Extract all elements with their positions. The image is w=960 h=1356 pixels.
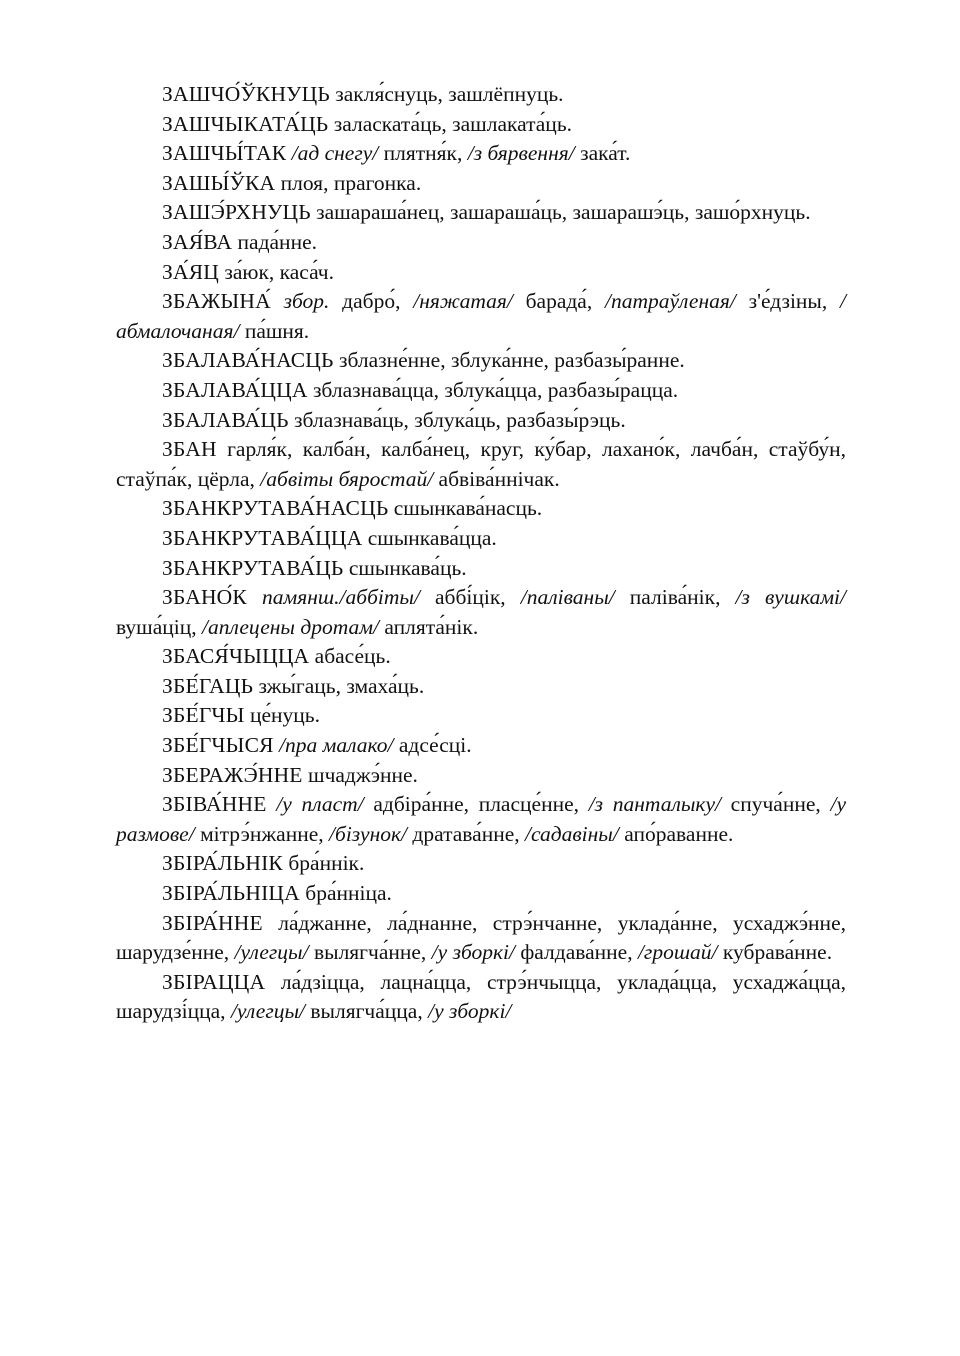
synonym-text: заласката́ць, зашлаката́ць. [333, 111, 572, 136]
usage-note: /улегцы/ [234, 940, 309, 965]
dictionary-entry [116, 731, 846, 761]
synonym-text: зблазнава́ць, зблука́ць, разбазы́рэць. [294, 407, 626, 432]
synonym-text: мітрэ́нжанне, [194, 821, 330, 846]
usage-note: /садавіны/ [525, 821, 619, 846]
dictionary-entry [116, 879, 846, 909]
usage-note: /грошай/ [637, 940, 718, 965]
dictionary-entry [116, 494, 846, 524]
synonym-text: сшынкава́цца. [367, 525, 497, 550]
dictionary-entry [116, 672, 846, 702]
synonym-text: абасе́ць. [314, 644, 391, 669]
synonym-text: апо́раванне. [618, 821, 734, 846]
synonym-text: абвіва́ннічак. [433, 466, 560, 491]
entry-headword: ЗАШЧО́ЎКНУЦЬ [162, 82, 330, 106]
usage-note: /аплецены дротам/ [202, 614, 379, 639]
entry-headword: ЗБАСЯ́ЧЫЦЦА [162, 644, 310, 669]
entry-headword: ЗБАЛАВА́ЦЦА [162, 377, 308, 402]
entry-headword: ЗАШЧЫ́ТАК [162, 141, 287, 166]
entry-headword: ЗА́ЯЦ [162, 259, 219, 284]
synonym-text: адбіра́нне, пласце́нне, [363, 792, 589, 817]
synonym-text: вылягча́нне, [308, 940, 432, 965]
synonym-text: плятня́к, [378, 141, 468, 166]
dictionary-entry [116, 110, 846, 140]
entry-headword: ЗБАЖЫНА́ [162, 289, 271, 314]
dictionary-entry [116, 583, 846, 642]
synonym-text: сшынкава́насць. [393, 496, 543, 521]
synonym-text: гарля́к, калба́н, калба́нец, круг, ку́бар, лахано́к, лачба́н, стаўбу́н, стаўпа́к, цёрла, [116, 437, 847, 491]
synonym-text: це́нуць. [249, 703, 320, 728]
dictionary-entry [116, 968, 846, 1027]
entry-headword: ЗАШЭ́РХНУЦЬ [162, 200, 311, 225]
dictionary-entry [116, 406, 846, 436]
dictionary-entry [116, 139, 846, 169]
entry-headword: ЗБІРА́ЛЬНІК [162, 851, 283, 876]
dictionary-entry [116, 346, 846, 376]
synonym-text: аббі́цік, [419, 585, 521, 610]
dictionary-entry [116, 701, 846, 731]
synonym-text: спуча́нне, [720, 792, 831, 817]
synonym-text: за́юк, каса́ч. [224, 259, 334, 284]
entry-headword: ЗАШЫ́ЎКА [162, 170, 276, 195]
dictionary-entry [116, 524, 846, 554]
entry-headword: ЗБАЛАВА́ЦЬ [162, 407, 289, 432]
entry-headword: ЗАЯ́ВА [162, 229, 233, 254]
usage-note: памянш./аббіты/ [262, 585, 420, 610]
synonym-text: фалдава́нне, [514, 940, 638, 965]
dictionary-page [116, 80, 846, 1027]
dictionary-entry [116, 80, 846, 110]
synonym-text: кубрава́нне. [717, 940, 833, 965]
synonym-text: па́шня. [239, 318, 310, 343]
entry-headword: ЗБІРА́ЛЬНІЦА [162, 881, 300, 906]
synonym-text: дабро́, [329, 289, 414, 314]
entry-headword: ЗБЕ́ГЧЫСЯ [162, 733, 274, 758]
entry-headword: ЗБАНО́К [162, 585, 247, 610]
dictionary-entry [116, 435, 846, 494]
usage-note: /ад снегу/ [291, 141, 379, 166]
usage-note: /з панталыку/ [588, 792, 721, 817]
usage-note: /бізунок/ [329, 821, 408, 846]
usage-note: /няжатая/ [413, 289, 513, 314]
usage-note: /абвіты бяростай/ [260, 466, 434, 491]
usage-note: /абмалочаная/ [116, 289, 847, 343]
dictionary-entry [116, 790, 846, 849]
synonym-text: зашараша́нец, зашараша́ць, зашарашэ́ць, зашо́рхнуць. [316, 200, 811, 225]
entry-headword: ЗБАНКРУТАВА́ЦЬ [162, 555, 344, 580]
usage-note: /у пласт/ [276, 792, 364, 817]
dictionary-entry [116, 169, 846, 199]
entry-headword: ЗБЕ́ГЧЫ [162, 703, 245, 728]
usage-note: /пра малако/ [279, 733, 394, 758]
synonym-text: зжы́гаць, змаха́ць. [258, 673, 425, 698]
synonym-text: зблазне́нне, зблука́нне, разбазы́ранне. [338, 348, 685, 373]
dictionary-entry [116, 228, 846, 258]
usage-note: /улегцы/ [230, 999, 306, 1024]
entry-headword: ЗБІВА́ННЕ [162, 792, 267, 817]
synonym-text: шчаджэ́нне. [308, 762, 418, 787]
dictionary-entry [116, 849, 846, 879]
synonym-text: зблазнава́цца, зблука́цца, разбазы́рацца. [312, 377, 679, 402]
dictionary-entry [116, 198, 846, 228]
synonym-text: закля́снуць, зашлёпнуць. [335, 82, 564, 106]
synonym-text: барада́, [512, 289, 605, 314]
synonym-text: з'е́дзіны, [735, 289, 841, 314]
dictionary-entry [116, 258, 846, 288]
dictionary-entry [116, 642, 846, 672]
synonym-text: вуша́ціц, [116, 614, 202, 639]
synonym-text: пада́нне. [237, 229, 317, 254]
dictionary-entry [116, 287, 846, 346]
synonym-text: бра́нніца. [305, 881, 392, 906]
entry-headword: ЗБАНКРУТАВА́НАСЦЬ [162, 496, 389, 521]
dictionary-entry [116, 376, 846, 406]
synonym-text: сшынкава́ць. [348, 555, 467, 580]
synonym-text: ла́дзіцца, лацна́цца, стрэ́нчыцца, уклада́цца, усхаджа́цца, шарудзі́цца, [116, 969, 846, 1024]
usage-note: /у зборкі/ [431, 940, 515, 965]
synonym-text: паліва́нік, [614, 585, 736, 610]
entry-headword: ЗБАЛАВА́НАСЦЬ [162, 348, 334, 373]
usage-note: /у размове/ [116, 792, 846, 846]
synonym-text: аплята́нік. [378, 614, 479, 639]
synonym-text: плоя, прагонка. [280, 170, 422, 195]
usage-note: /паліваны/ [520, 585, 615, 610]
synonym-text: дратава́нне, [407, 821, 525, 846]
usage-note: /у зборкі/ [428, 999, 512, 1024]
usage-note: /з бярвення/ [467, 141, 575, 166]
synonym-text: вылягча́цца, [305, 999, 429, 1024]
entry-headword: ЗБЕ́ГАЦЬ [162, 673, 254, 698]
entry-headword: ЗБЕРАЖЭ́ННЕ [162, 762, 303, 787]
dictionary-entry [116, 761, 846, 791]
usage-note: /патраўленая/ [604, 289, 736, 314]
entry-headword: ЗБАН [162, 437, 217, 462]
synonym-text: ла́джанне, ла́днанне, стрэ́нчанне, уклада́нне, усхаджэ́нне, шарудзе́нне, [116, 910, 846, 965]
synonym-text: бра́ннік. [288, 851, 365, 876]
usage-note: збор. [283, 289, 330, 314]
entry-headword: ЗБАНКРУТАВА́ЦЦА [162, 525, 363, 550]
dictionary-entry [116, 554, 846, 584]
synonym-text: адсе́сці. [393, 733, 472, 758]
entry-headword: ЗБІРАЦЦА [162, 969, 266, 994]
dictionary-entry [116, 909, 846, 968]
usage-note: /з вушкамі/ [735, 585, 847, 610]
synonym-text: зака́т. [574, 141, 631, 166]
entry-headword: ЗАШЧЫКАТА́ЦЬ [162, 111, 329, 136]
entry-headword: ЗБІРА́ННЕ [162, 910, 263, 935]
